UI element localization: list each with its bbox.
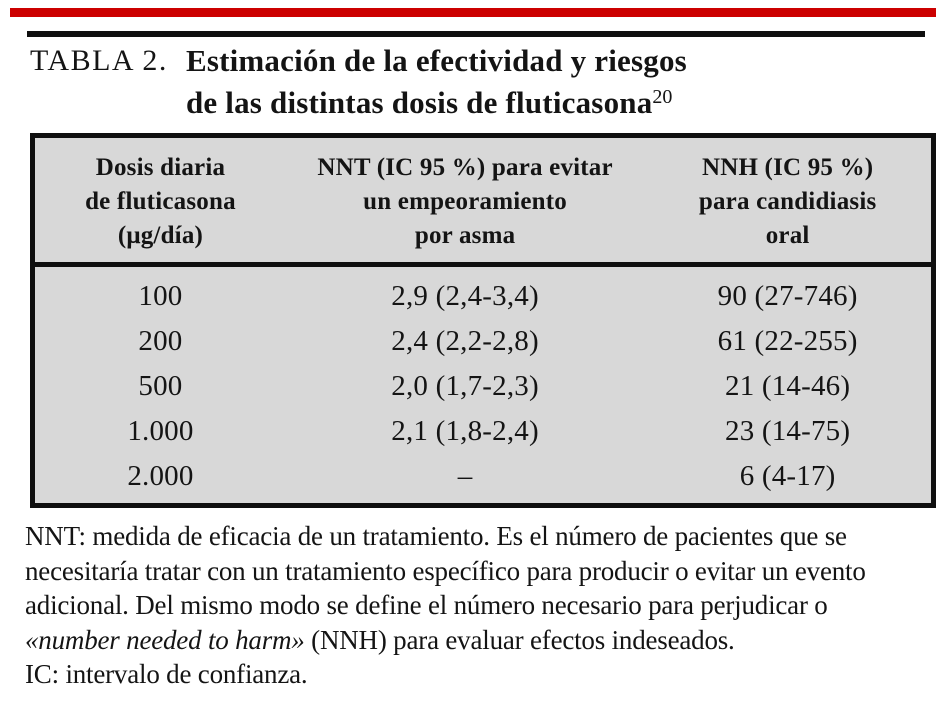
table-row [35, 454, 931, 499]
footnote-line: NNT: medida de eficacia de un tratamiento. Es el número de pacientes que se [25, 521, 847, 551]
cell-nnh: 61 (22-255) [717, 325, 858, 357]
footnote-italic-phrase: «number needed to harm» [25, 624, 305, 655]
cell-nnt: 2,0 (1,7-2,3) [391, 370, 539, 402]
cell-nnh: 6 (4-17) [739, 460, 836, 492]
cell-nnt: – [457, 460, 473, 492]
footnote-line: necesitaría tratar con un tratamiento específico para producir o evitar un evento [25, 555, 866, 586]
cell-dose: 1.000 [127, 415, 194, 447]
column-header-dose: Dosis diaria de fluticasona (μg/día) [85, 154, 236, 249]
table-number-label: TABLA 2. [30, 44, 168, 77]
footnote-line [25, 623, 940, 658]
title-top-rule [27, 31, 925, 37]
footnote-line-rest: (NNH) para evaluar efectos indeseados. [304, 624, 735, 655]
cell-dose: 2.000 [127, 460, 194, 492]
cell-nnh: 23 (14-75) [725, 415, 851, 447]
reference-superscript: 20 [652, 86, 673, 108]
column-header-nnh: NNH (IC 95 %) para candidiasis oral [698, 154, 877, 249]
accent-bar [10, 8, 936, 17]
table-body [35, 267, 931, 499]
cell-nnt: 2,4 (2,2-2,8) [391, 325, 539, 357]
column-header-nnt: NNT (IC 95 %) para evitar un empeoramiento por asma [317, 154, 613, 249]
cell-dose: 500 [138, 370, 183, 402]
table-row [35, 319, 931, 364]
table-row [35, 274, 931, 319]
footnote-line: adicional. Del mismo modo se define el número necesario para perjudicar o [25, 590, 828, 620]
footnotes [25, 519, 940, 692]
cell-nnt: 2,9 (2,4-3,4) [391, 280, 539, 312]
table-title-text [186, 42, 687, 121]
table-header-row [35, 138, 931, 253]
table-row [35, 364, 931, 409]
table-title [30, 42, 687, 121]
cell-dose: 200 [138, 325, 183, 357]
table-title-line1: Estimación de la efectividad y riesgos [185, 43, 687, 78]
table-title-line2: de las distintas dosis de fluticasona$^{20}$ [185, 85, 673, 120]
cell-nnt: 2,1 (1,8-2,4) [391, 415, 539, 447]
footnote-line: IC: intervalo de confianza. [25, 659, 308, 689]
cell-dose: 100 [138, 280, 183, 312]
data-table [30, 133, 936, 508]
table-row [35, 409, 931, 454]
cell-nnh: 21 (14-46) [725, 370, 851, 402]
cell-nnh: 90 (27-746) [717, 280, 858, 312]
